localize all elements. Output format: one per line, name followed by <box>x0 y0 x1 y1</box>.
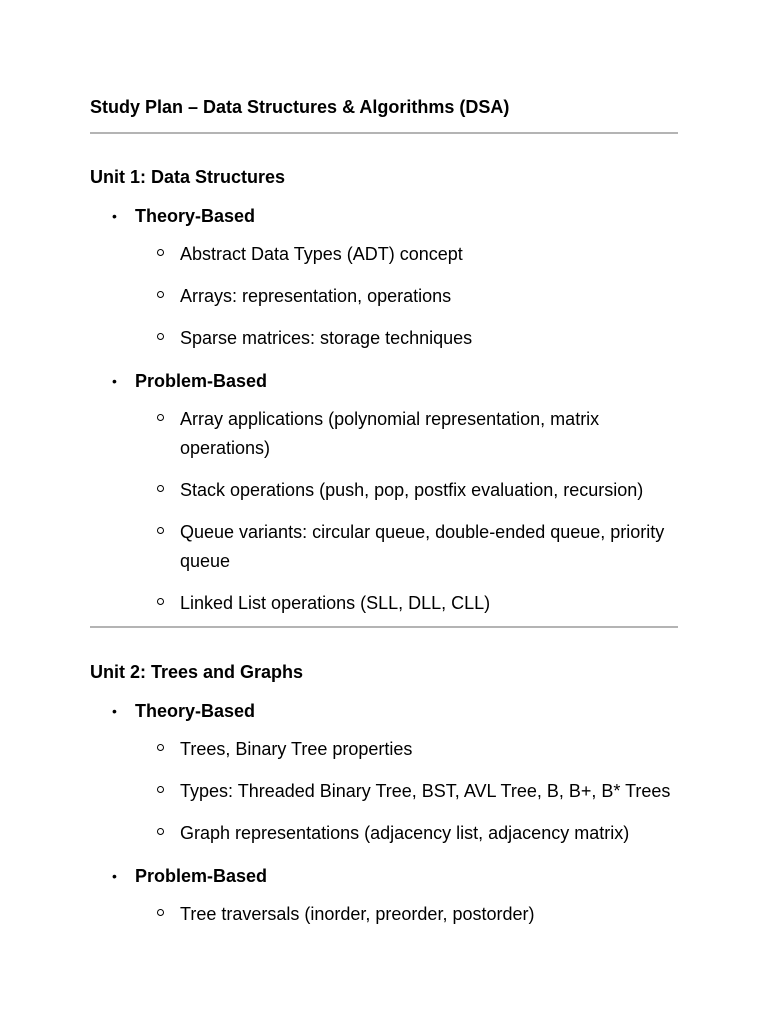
list-item <box>135 476 678 505</box>
unit-2-problem-section <box>90 865 678 929</box>
list-item-text: Graph representations (adjacency list, adjacency matrix) <box>180 823 630 843</box>
list-item <box>135 819 678 848</box>
unit-1-sections <box>90 205 678 618</box>
circle-bullet-icon <box>157 744 164 751</box>
list-item-text: Linked List operations (SLL, DLL, CLL) <box>180 593 491 613</box>
circle-bullet-icon <box>157 828 164 835</box>
list-item-text: Abstract Data Types (ADT) concept <box>180 244 463 264</box>
sub-list <box>135 405 678 618</box>
list-item <box>135 324 678 353</box>
bullet-icon: • <box>112 703 117 719</box>
document-title: Study Plan – Data Structures & Algorithms (DSA) <box>90 97 510 117</box>
title-divider <box>90 132 678 134</box>
unit-1-title: Unit 1: Data Structures <box>90 167 286 187</box>
list-item <box>135 589 678 618</box>
sub-list <box>135 900 678 929</box>
list-item-text: Arrays: representation, operations <box>180 286 452 306</box>
list-item-text: Tree traversals (inorder, preorder, postorder) <box>180 904 535 924</box>
circle-bullet-icon <box>157 249 164 256</box>
list-item-text: Queue variants: circular queue, double-ended queue, priority queue <box>180 522 665 571</box>
list-item <box>135 240 678 269</box>
circle-bullet-icon <box>157 598 164 605</box>
list-item-text: Types: Threaded Binary Tree, BST, AVL Tree, B, B+, B* Trees <box>180 781 671 801</box>
list-item <box>135 282 678 311</box>
list-item <box>135 777 678 806</box>
list-item-text: Array applications (polynomial representation, matrix operations) <box>180 409 600 458</box>
list-item <box>135 900 678 929</box>
section-label: Problem-Based <box>135 866 268 886</box>
list-item-text: Sparse matrices: storage techniques <box>180 328 473 348</box>
circle-bullet-icon <box>157 333 164 340</box>
section-label: Theory-Based <box>135 701 256 721</box>
section-label: Problem-Based <box>135 371 268 391</box>
list-item <box>135 518 678 576</box>
bullet-icon: • <box>112 208 117 224</box>
bullet-icon: • <box>112 868 117 884</box>
unit-2-theory-section <box>90 700 678 848</box>
list-item <box>135 405 678 463</box>
list-item <box>135 735 678 764</box>
circle-bullet-icon <box>157 909 164 916</box>
list-item-text: Stack operations (push, pop, postfix evaluation, recursion) <box>180 480 644 500</box>
unit-1-problem-section <box>90 370 678 618</box>
bullet-icon: • <box>112 373 117 389</box>
circle-bullet-icon <box>157 414 164 421</box>
unit-2-sections <box>90 700 678 929</box>
circle-bullet-icon <box>157 786 164 793</box>
list-item-text: Trees, Binary Tree properties <box>180 739 413 759</box>
circle-bullet-icon <box>157 485 164 492</box>
sub-list <box>135 240 678 353</box>
unit-1-theory-section <box>90 205 678 353</box>
section-label: Theory-Based <box>135 206 256 226</box>
circle-bullet-icon <box>157 291 164 298</box>
circle-bullet-icon <box>157 527 164 534</box>
sub-list <box>135 735 678 848</box>
unit-2-title: Unit 2: Trees and Graphs <box>90 662 304 682</box>
unit-divider <box>90 626 678 628</box>
